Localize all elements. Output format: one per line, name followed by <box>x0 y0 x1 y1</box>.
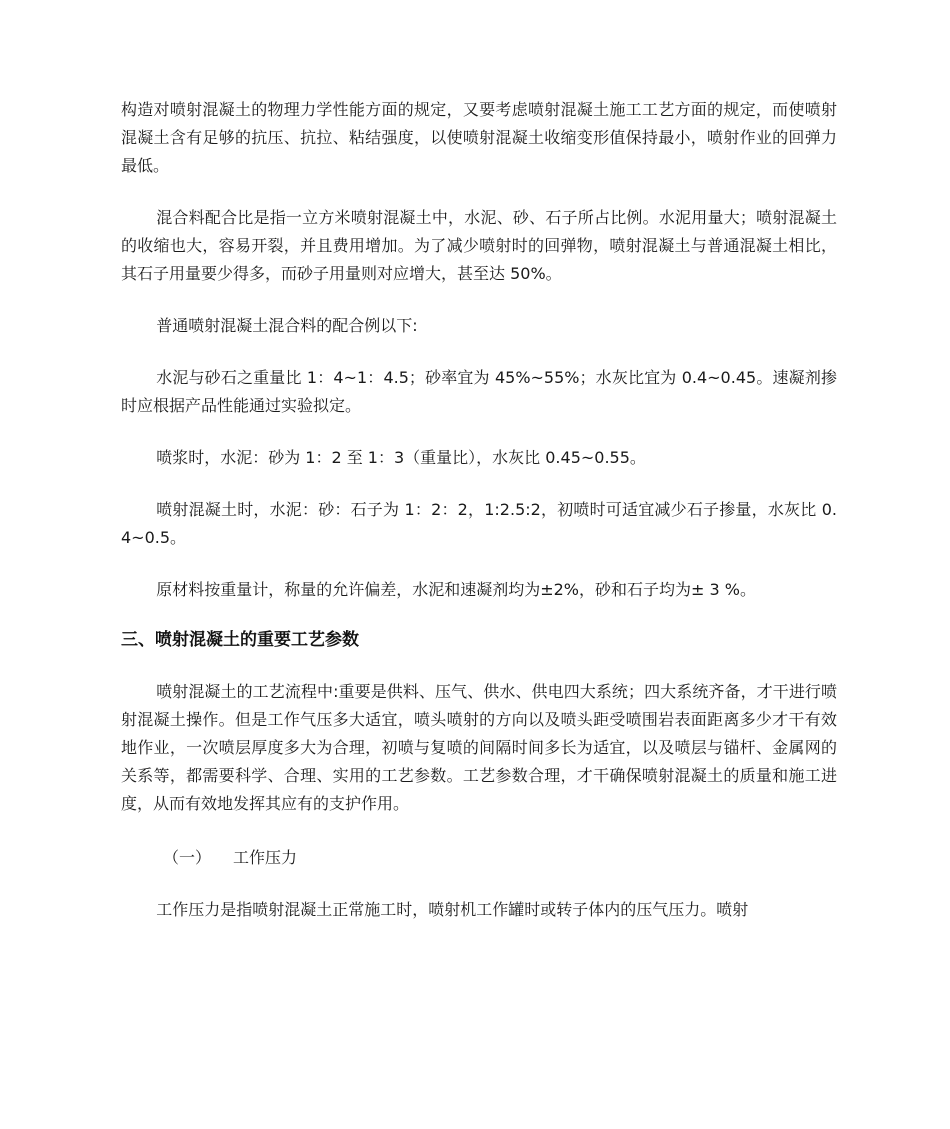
paragraph-cement-sand-ratio: 水泥与砂石之重量比 1：4~1：4.5；砂率宜为 45%~55%；水灰比宜为 0.4~0.45。速凝剂掺时应根据产品性能通过实验拟定。 <box>121 368 837 415</box>
subsection-heading <box>121 844 837 872</box>
paragraph-process-parameters: 喷射混凝土的工艺流程中:重要是供料、压气、供水、供电四大系统；四大系统齐备，才干进行喷射混凝土操作。但是工作气压多大适宜，喷头喷射的方向以及喷头距受喷围岩表面距离多少才干有效地作业，一次喷层厚度多大为合理，初喷与复喷的间隔时间多长为适宜，以及喷层与锚杆、金属网的关系等，都需要科学、合理、实用的工艺参数。工艺参数合理，才干确保喷射混凝土的质量和施工进度，从而有效地发挥其应有的支护作用。 <box>121 682 837 813</box>
document-page <box>121 96 837 924</box>
paragraph-spray-concrete-requirements: 构造对喷射混凝土的物理力学性能方面的规定，又要考虑喷射混凝土施工工艺方面的规定，而使喷射混凝土含有足够的抗压、抗拉、粘结强度，以使喷射混凝土收缩变形值保持最小，喷射作业的回弹力最低。 <box>121 100 837 175</box>
paragraph-mix-ratio-definition: 混合料配合比是指一立方米喷射混凝土中，水泥、砂、石子所占比例。水泥用量大；喷射混凝土的收缩也大，容易开裂，并且费用增加。为了减少喷射时的回弹物，喷射混凝土与普通混凝土相比，其石子用量要少得多，而砂子用量则对应增大，甚至达 50%。 <box>121 208 837 283</box>
subsection-title: 工作压力 <box>233 848 298 867</box>
subsection-number: （一） <box>163 848 212 867</box>
paragraph-working-pressure: 工作压力是指喷射混凝土正常施工时，喷射机工作罐时或转子体内的压气压力。喷射 <box>156 900 749 919</box>
paragraph-mix-ratio-intro: 普通喷射混凝土混合料的配合例以下: <box>156 316 418 335</box>
paragraph-concrete-ratio: 喷射混凝土时，水泥：砂：石子为 1：2：2，1:2.5:2，初喷时可适宜减少石子掺量，水灰比 0.4~0.5。 <box>121 500 837 547</box>
section-heading: 三、喷射混凝土的重要工艺参数 <box>121 630 359 650</box>
paragraph-weighing-tolerance: 原材料按重量计，称量的允许偏差，水泥和速凝剂均为±2%，砂和石子均为± 3 %。 <box>156 580 756 599</box>
paragraph-grout-ratio: 喷浆时，水泥：砂为 1：2 至 1：3（重量比），水灰比 0.45~0.55。 <box>156 448 646 467</box>
